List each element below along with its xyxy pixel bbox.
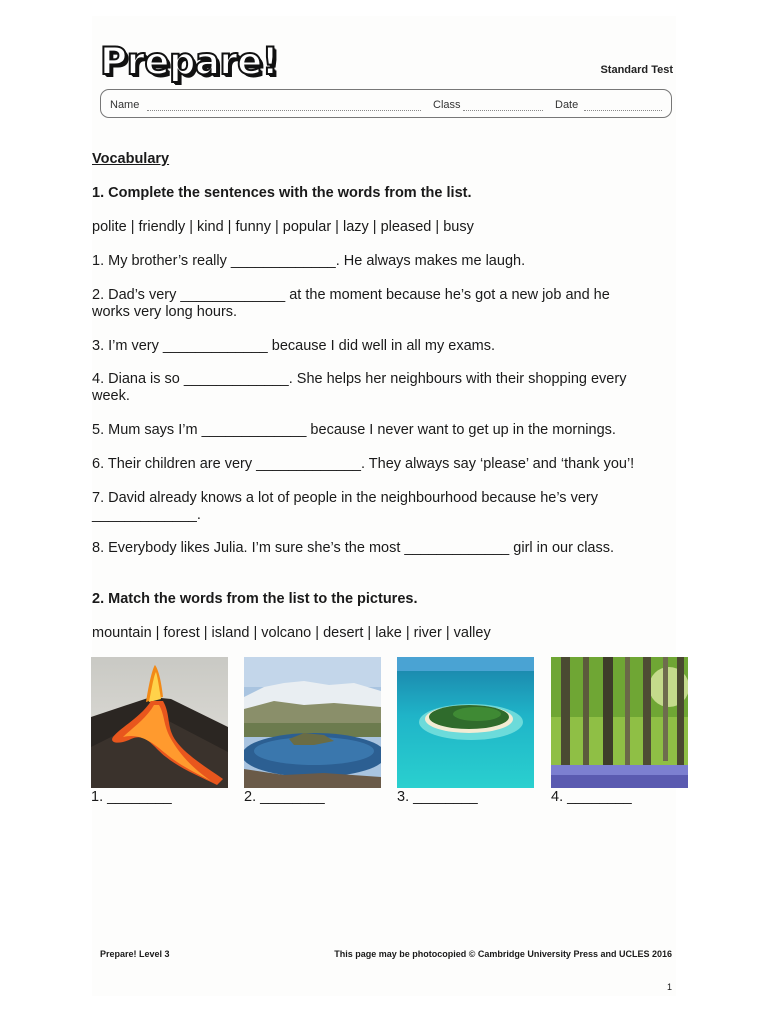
picture-3-answer[interactable]: 3. ________	[397, 789, 478, 805]
sentence-6: 6. Their children are very _____________. They always say ‘please’ and ‘thank you’!	[92, 456, 635, 472]
prepare-logo: Prepare!	[100, 40, 279, 83]
sentence-1: 1. My brother’s really _____________. He always makes me laugh.	[92, 253, 526, 269]
section-title: Vocabulary	[92, 151, 170, 167]
exercise1-heading: 1. Complete the sentences with the words from the list.	[92, 185, 472, 201]
page-number: 1	[666, 982, 672, 992]
sentence-8: 8. Everybody likes Julia. I’m sure she’s the most _____________ girl in our class.	[92, 540, 615, 556]
picture-4-answer[interactable]: 4. ________	[551, 789, 632, 805]
class-label: Class	[433, 99, 461, 111]
sentence-4: 4. Diana is so _____________. She helps her neighbours with their shopping every	[92, 371, 627, 387]
sentence-2-cont: works very long hours.	[92, 304, 238, 320]
sentence-2: 2. Dad’s very _____________ at the moment because he’s got a new job and he	[92, 287, 610, 303]
class-field[interactable]	[463, 110, 543, 111]
test-type-label: Standard Test	[600, 64, 673, 76]
sentence-5: 5. Mum says I’m _____________ because I never want to get up in the mornings.	[92, 422, 616, 438]
exercise2-word-list: mountain | forest | island | volcano | desert | lake | river | valley	[92, 625, 491, 641]
exercise2-heading: 2. Match the words from the list to the pictures.	[92, 591, 418, 607]
volcano-photo	[91, 657, 228, 788]
sentence-4-cont: week.	[92, 388, 130, 404]
forest-photo	[551, 657, 688, 788]
student-details-box	[100, 89, 672, 118]
date-field[interactable]	[584, 110, 662, 111]
footer-copyright: This page may be photocopied © Cambridge University Press and UCLES 2016	[334, 949, 672, 959]
sentence-3: 3. I’m very _____________ because I did well in all my exams.	[92, 338, 495, 354]
picture-1-answer[interactable]: 1. ________	[91, 789, 172, 805]
date-label: Date	[555, 99, 579, 111]
picture-2-answer[interactable]: 2. ________	[244, 789, 325, 805]
lake-photo	[244, 657, 381, 788]
worksheet-page	[92, 16, 676, 996]
name-label: Name	[110, 99, 140, 111]
island-photo	[397, 657, 534, 788]
footer-level: Prepare! Level 3	[100, 949, 170, 959]
exercise1-word-list: polite | friendly | kind | funny | popular | lazy | pleased | busy	[92, 219, 474, 235]
sentence-7: 7. David already knows a lot of people in the neighbourhood because he’s very	[92, 490, 598, 506]
name-field[interactable]	[147, 110, 421, 111]
sentence-7-cont: _____________.	[92, 507, 201, 523]
